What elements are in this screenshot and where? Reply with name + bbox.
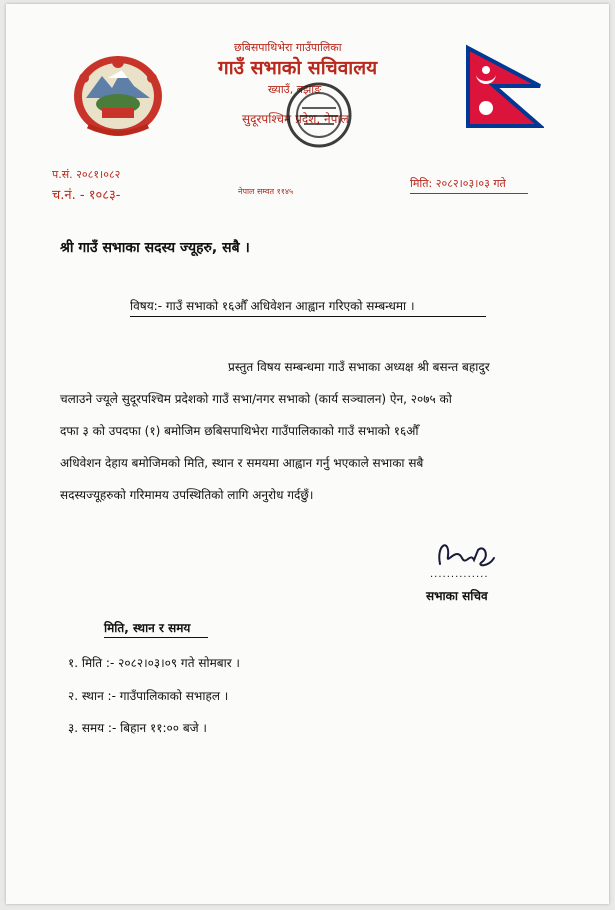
schedule-heading: मिति, स्थान र समय xyxy=(104,621,191,635)
schedule-venue: २. स्थान :- गाउँपालिकाको सभाहल । xyxy=(68,689,229,703)
body-line-4: अधिवेशन देहाय बमोजिमको मिति, स्थान र समयमा आह्वान गर्नु भएकाले सभाका सबै xyxy=(60,456,424,470)
letter-page xyxy=(6,4,609,904)
patra-sankhya: प.सं. २०८१।०८२ xyxy=(52,168,121,181)
addressee: श्री गाउँ सभाका सदस्य ज्यूहरु, सबै । xyxy=(60,240,250,256)
schedule-date: १. मिति :- २०८२।०३।०९ गते सोमबार । xyxy=(68,656,240,670)
province: सुदूरपश्चिम प्रदेश, नेपाल xyxy=(242,112,349,126)
schedule-heading-underline xyxy=(104,637,208,638)
divider xyxy=(410,193,528,194)
chalani-number: च.नं. - १०८३- xyxy=(52,188,121,203)
body-line-5: सदस्यज्यूहरुको गरिमामय उपस्थितिको लागि अनुरोध गर्दछुँ। xyxy=(60,488,314,502)
nepal-sambat: नेपाल सम्वत ११४५ xyxy=(238,187,294,196)
schedule-time: ३. समय :- बिहान ११:०० बजे । xyxy=(68,721,207,735)
body-line-1: प्रस्तुत विषय सम्बन्धमा गाउँ सभाका अध्यक्ष श्री बसन्त बहादुर xyxy=(228,360,490,374)
body-line-3: दफा ३ को उपदफा (१) बमोजिम छबिसपाथिभेरा गाउँपालिकाको गाउँ सभाको १६औँ xyxy=(60,424,419,438)
nepal-emblem-icon xyxy=(68,48,168,140)
letter-date: मिति: २०८२।०३।०३ गते xyxy=(410,177,506,190)
signatory-title: सभाका सचिव xyxy=(426,589,488,603)
subject-underline xyxy=(130,316,486,317)
body-line-2: चलाउने ज्यूले सुदूरपश्चिम प्रदेशको गाउँ सभा/नगर सभाको (कार्य सञ्चालन) ऐन, २०७५ को xyxy=(60,392,452,406)
signature-dots: .............. xyxy=(430,569,489,580)
location: ख्याउँ, बझाङ xyxy=(268,83,322,96)
nepal-flag-icon xyxy=(464,44,544,130)
handwritten-signature xyxy=(432,536,502,572)
subject: विषय:- गाउँ सभाको १६औँ अधिवेशन आह्वान गरिएको सम्बन्धमा । xyxy=(130,299,415,313)
office-seal-stamp xyxy=(282,80,356,150)
palika-name: छबिसपाथिभेरा गाउँपालिका xyxy=(234,41,342,54)
office-name: गाउँ सभाको सचिवालय xyxy=(218,57,378,79)
